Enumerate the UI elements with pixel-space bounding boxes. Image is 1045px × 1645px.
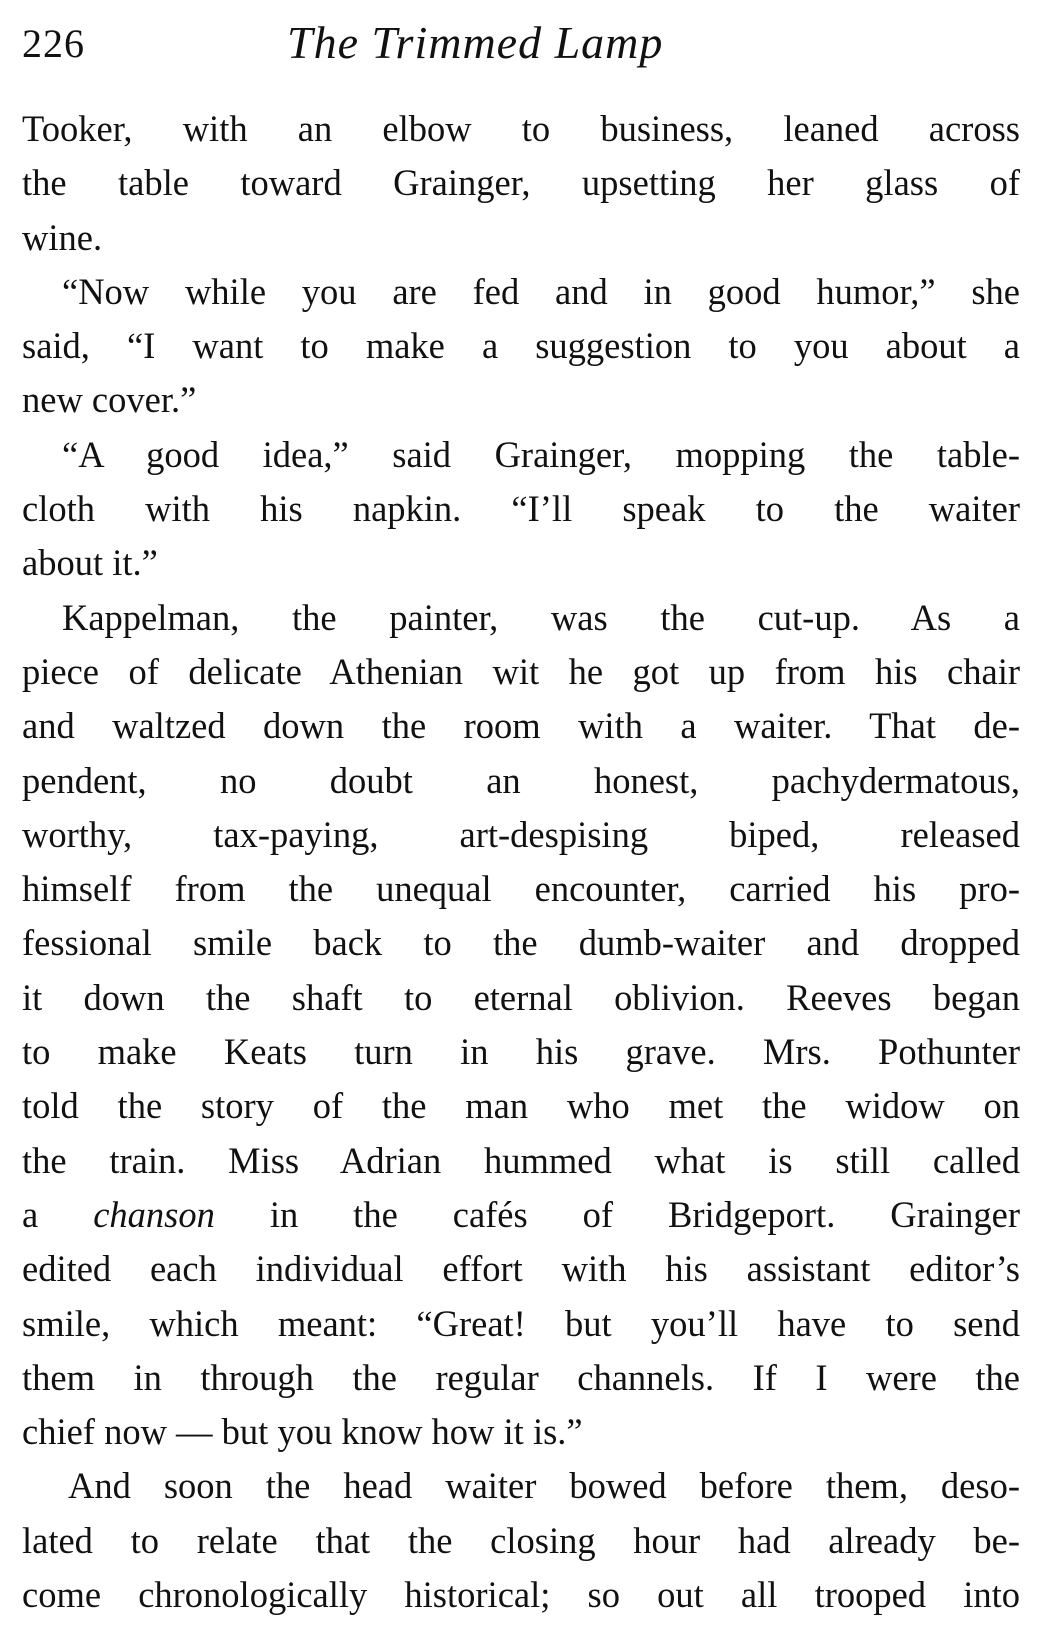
text-line: the table toward Grainger, upsetting her glass of [22,162,1020,204]
book-page [22,10,1020,1622]
italic-word: chanson [93,1193,215,1235]
text-line: the train. Miss Adrian hummed what is still called [22,1139,1020,1181]
text-line: piece of delicate Athenian wit he got up from his chair [22,650,1020,692]
paragraph [22,1459,1020,1622]
text-line: Tooker, with an elbow to business, leaned across [22,108,1020,149]
text-line: it down the shaft to eternal oblivion. Reeves began [22,976,1020,1018]
paragraph [22,265,1020,428]
text-line: come chronologically historical; so out all trooped into [22,1574,1020,1616]
text-line: And soon the head waiter bowed before them, deso- [68,1465,1020,1507]
body-text [22,102,1020,1622]
paragraph [22,102,1020,265]
text-line: smile, which meant: “Great! but you’ll have to send [22,1302,1020,1344]
text-line: and waltzed down the room with a waiter. That de- [22,705,1020,747]
text-line: new cover.” [22,379,197,421]
text-line: himself from the unequal encounter, carried his pro- [22,868,1020,910]
text-line: a chanson in the cafés of Bridgeport. Grainger [22,1193,1021,1235]
text-line: lated to relate that the closing hour had already be- [22,1519,1020,1561]
text-line: cloth with his napkin. “I’ll speak to the waiter [22,488,1020,530]
text-line: them in through the regular channels. If I were the [22,1356,1020,1398]
page-number: 226 [22,21,85,66]
text-line: edited each individual effort with his assistant editor’s [22,1248,1020,1290]
text-line: chief now — but you know how it is.” [22,1411,583,1453]
page-header [22,10,1020,72]
text-line: pendent, no doubt an honest, pachydermatous, [22,759,1020,801]
running-title: The Trimmed Lamp [287,17,664,68]
text-line: “Now while you are fed and in good humor,” she [62,270,1020,312]
text-line: Kappelman, the painter, was the cut-up. As a [62,596,1020,638]
text-line: about it.” [22,542,158,584]
text-line: wine. [22,216,103,258]
text-line: told the story of the man who met the widow on [22,1085,1020,1127]
text-line: worthy, tax-paying, art-despising biped, released [22,813,1020,855]
text-line: said, “I want to make a suggestion to you about a [22,325,1020,367]
paragraph [22,428,1020,591]
paragraph [22,591,1020,1460]
text-line: to make Keats turn in his grave. Mrs. Pothunter [22,1031,1020,1073]
text-line: fessional smile back to the dumb-waiter and dropped [22,922,1020,964]
text-line: “A good idea,” said Grainger, mopping the table- [62,433,1020,475]
